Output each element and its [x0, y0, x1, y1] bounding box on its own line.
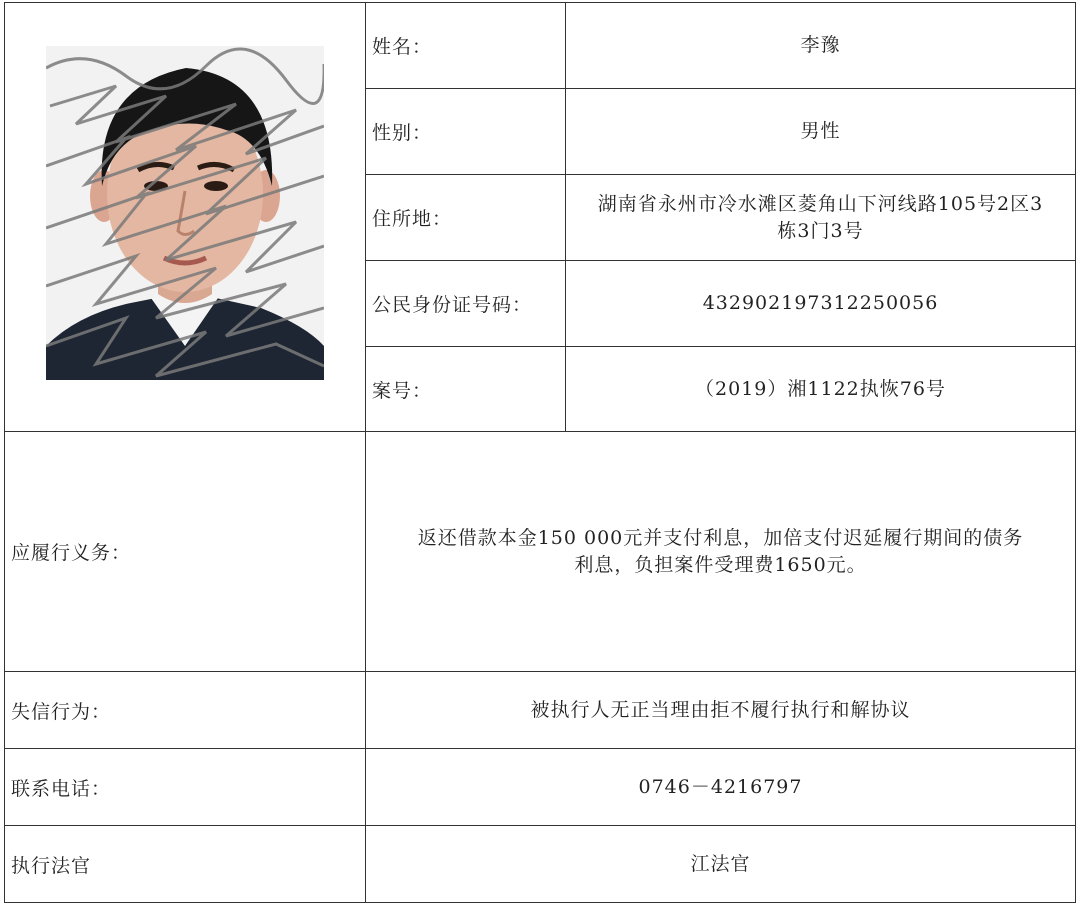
- obligation-line-1: 返还借款本金150 000元并支付利息，加倍支付迟延履行期间的债务: [417, 526, 1024, 549]
- case-number-value: （2019）湘1122执恢76号: [565, 346, 1076, 432]
- gender-label: 性别：: [365, 88, 566, 175]
- address-line-2: 栋3门3号: [777, 219, 864, 242]
- conduct-label: 失信行为：: [4, 671, 366, 749]
- photo-cell: [4, 2, 366, 432]
- conduct-value: 被执行人无正当理由拒不履行执行和解协议: [365, 671, 1076, 749]
- case-number-label: 案号：: [365, 346, 566, 432]
- obligation-value: [365, 431, 1076, 672]
- judge-label: 执行法官: [4, 825, 366, 903]
- obligation-label: 应履行义务：: [4, 431, 366, 672]
- address-label: 住所地：: [365, 174, 566, 261]
- address-value: [565, 174, 1076, 261]
- address-line-1: 湖南省永州市冷水滩区菱角山下河线路105号2区3: [597, 192, 1044, 215]
- name-label: 姓名：: [365, 2, 566, 89]
- obligation-line-2: 利息，负担案件受理费1650元。: [574, 553, 867, 576]
- id-number-label: 公民身份证号码：: [365, 260, 566, 347]
- gender-value: 男性: [565, 88, 1076, 175]
- portrait-photo: [46, 46, 324, 380]
- phone-label: 联系电话：: [4, 748, 366, 826]
- phone-value: 0746－4216797: [365, 748, 1076, 826]
- name-value: 李豫: [565, 2, 1076, 89]
- id-number-value: 432902197312250056: [565, 260, 1076, 347]
- judge-value: 江法官: [365, 825, 1076, 903]
